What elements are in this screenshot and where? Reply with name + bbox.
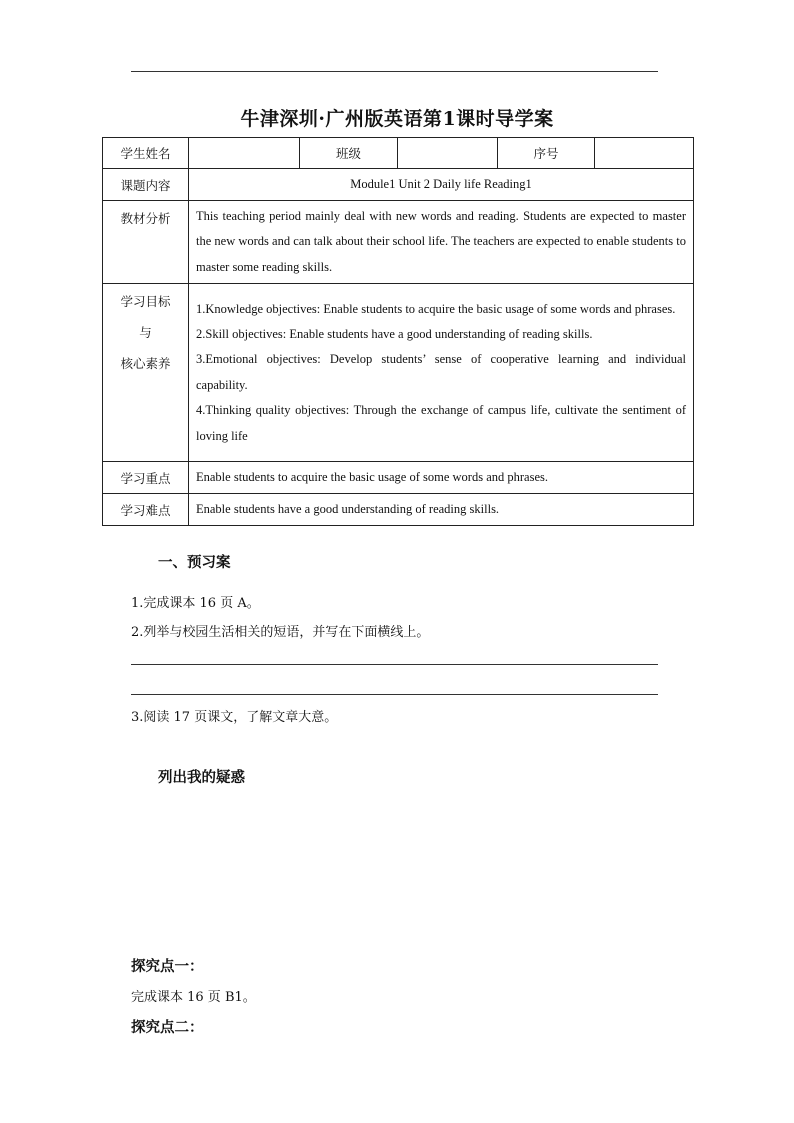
preview-item-1: 1.完成课本 16 页 A。 [131,596,260,611]
seat-number-label: 序号 [498,138,595,169]
analysis-paragraph: This teaching period mainly deal with new words and reading. Students are expected to master the new words and can talk about their school life. The teachers are expected to enable students to master some reading skills. [196,209,686,274]
difficulty-label: 学习难点 [103,494,189,526]
goals-label-line2: 与 [139,325,152,341]
page-title: 牛津深圳·广州版英语第1课时导学案 [240,108,554,130]
top-rule [131,71,658,72]
analysis-text [189,201,694,284]
goal-emotional: 3.Emotional objectives: Develop students’ sense of cooperative learning and individual capability. [196,352,686,392]
goal-skill: 2.Skill objectives: Enable students have a good understanding of reading skills. [196,326,593,341]
explore-point-1-text: 完成课本 16 页 B1。 [131,990,256,1005]
topic-label: 课题内容 [103,169,189,201]
table-row [103,462,694,494]
goals-text [189,284,694,462]
answer-line-2[interactable] [131,694,658,695]
analysis-label-text: 教材分析 [120,211,171,226]
analysis-label [103,201,189,284]
topic-value: Module1 Unit 2 Daily life Reading1 [189,169,694,201]
explore-point-2-heading: 探究点二： [131,1019,204,1036]
lesson-info-table [102,137,694,526]
key-points-text: Enable students to acquire the basic usage of some words and phrases. [189,462,694,494]
preview-item-3: 3.阅读 17 页课文，了解文章大意。 [131,710,338,725]
goals-label-line3: 核心素养 [120,356,171,372]
table-row [103,284,694,462]
student-name-label: 学生姓名 [103,138,189,169]
doubts-heading: 列出我的疑惑 [158,769,245,786]
difficulty-text: Enable students have a good understanding of reading skills. [189,494,694,526]
student-name-field[interactable] [189,138,300,169]
seat-number-field[interactable] [595,138,694,169]
table-row [103,138,694,169]
goal-thinking: 4.Thinking quality objectives: Through the exchange of campus life, cultivate the sentiment of loving life [196,403,686,443]
class-label: 班级 [300,138,398,169]
explore-point-1-heading: 探究点一： [131,958,204,975]
goals-label-line1: 学习目标 [120,294,171,310]
preview-heading: 一、预习案 [158,554,231,571]
goals-label [103,284,189,462]
answer-line-1[interactable] [131,664,658,665]
class-field[interactable] [398,138,498,169]
table-row [103,169,694,201]
preview-item-2: 2.列举与校园生活相关的短语，并写在下面横线上。 [131,625,430,640]
goal-knowledge: 1.Knowledge objectives: Enable students to acquire the basic usage of some words and phrases. [196,301,676,316]
key-points-label: 学习重点 [103,462,189,494]
table-row [103,494,694,526]
table-row [103,201,694,284]
